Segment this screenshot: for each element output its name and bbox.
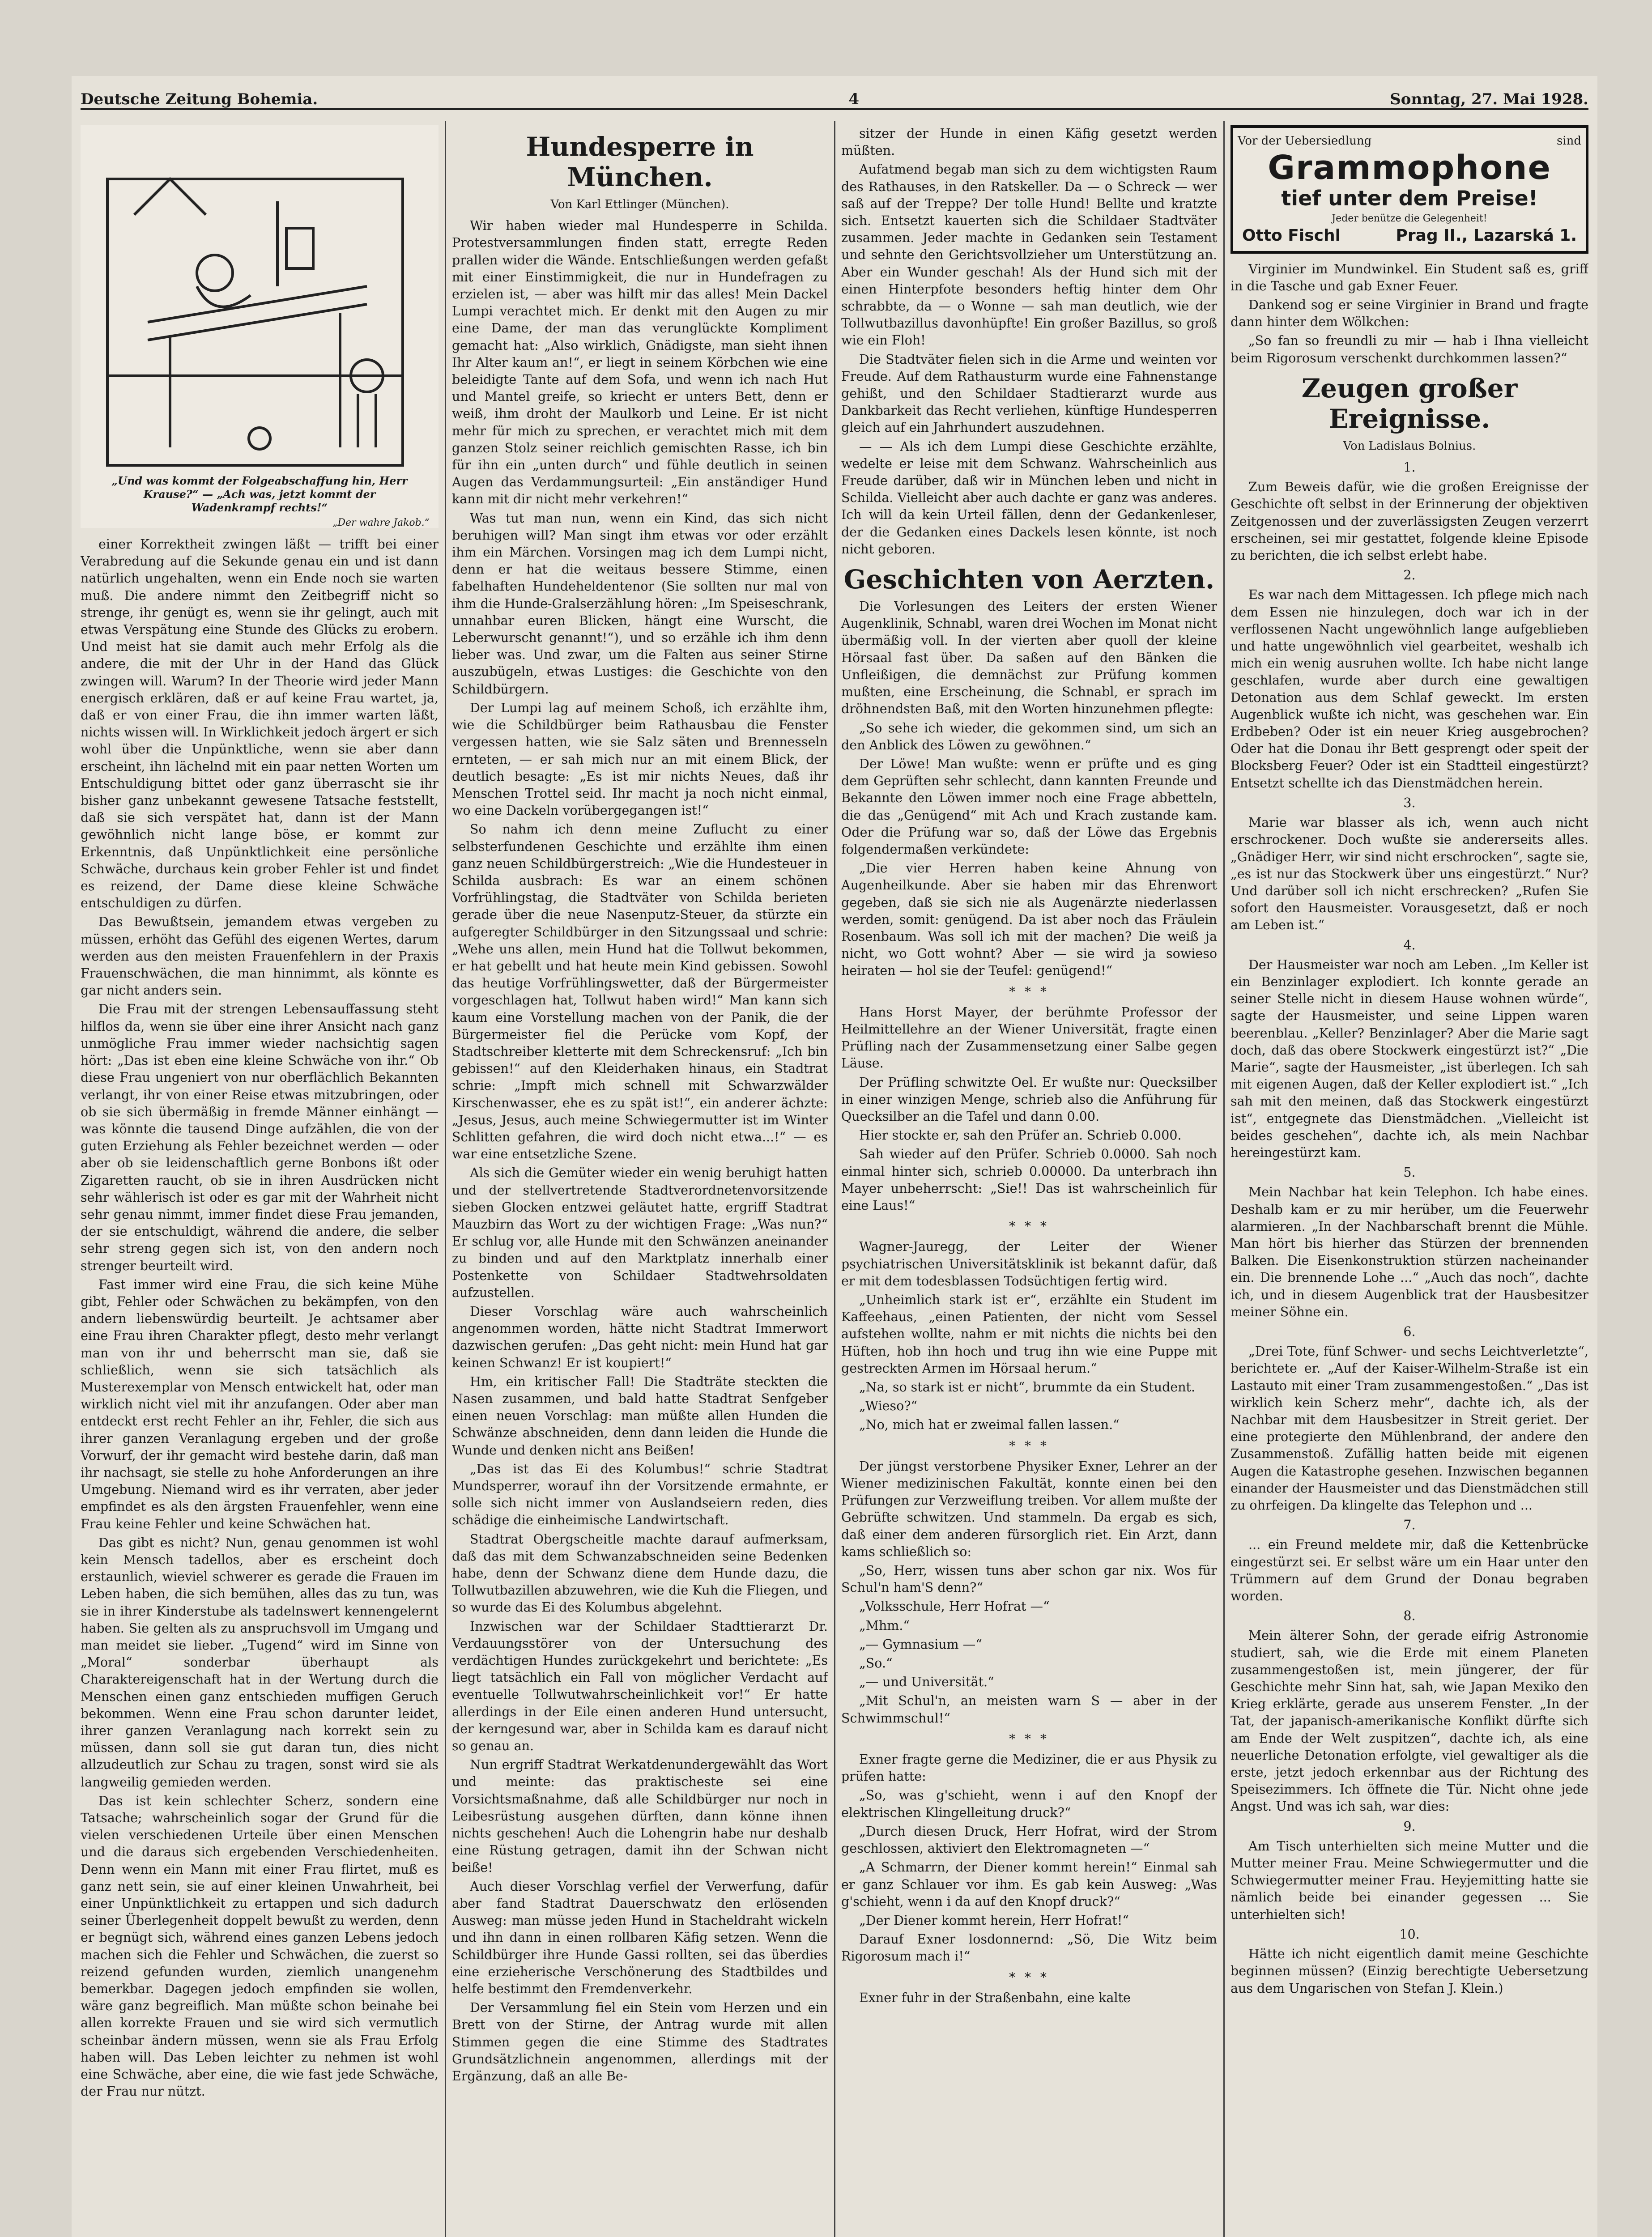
article-byline: Von Karl Ettlinger (München).	[550, 198, 729, 211]
article-title: Zeugen großer Ereignisse.	[1301, 373, 1518, 434]
paragraph: „Durch diesen Druck, Herr Hofrat, wird der Strom geschlossen, aktiviert den Elektromagneten —“	[841, 1824, 1217, 1856]
section-number: 2.	[1403, 568, 1416, 583]
section-number: 4.	[1403, 937, 1416, 953]
paragraph: Der Versammlung fiel ein Stein vom Herzen und ein Brett von der Stirne, der Antrag wurde mit allen Stimmen gegen die eine Stimme des Stadtrates Grundsätzlichnein angenommen, allerdings mit der Ergänzung, daß an alle Be-	[452, 2000, 828, 2084]
paragraph: Wir haben wieder mal Hundesperre in Schilda. Protestversammlungen finden statt, erregte Reden prallen wider die Wände. Entschließungen werden gefaßt mit einer Einstimmigkeit, die nur in Hundefragen zu erzielen ist, — aber was hilft mir das alles! Mein Dackel Lumpi verachtet mich. Er denkt mit den Augen zu mir eine Dame, der man das verunglückte Kompliment gemacht hat: „Also wirklich, Gnädigste, man sieht ihnen Ihr Alter kaum an!“, er liegt in seinem Körbchen wie eine beleidigte Tante auf dem Sofa, und wenn ich nach Hut und Mantel greife, so kriecht er unters Bett, denn er weiß, ihm droht der Maulkorb und Leine. Er ist nicht mehr für mich zu sprechen, er verachtet mich mit dem ganzen Stolz seiner reichlich gemischten Rasse, ich bin für ihn ein „unten durch“ und fühle deutlich in seinen Augen das Verdammungsurteil: „Ein anständiger Hund kann mit dir nicht mehr verkehren!“	[452, 218, 828, 507]
page-header	[81, 81, 1588, 110]
paragraph: Das ist kein schlechter Scherz, sondern eine Tatsache; wahrscheinlich sogar der Grund für die vielen verschiedenen Urteile über einen Menschen und die daraus sich ergebenden Verschiedenheiten. Denn wenn ein Mann mit einer Frau flirtet, muß es ganz nett sein, sie auf einer kleinen Unwahrheit, bei einer Unpünktlichkeit zu ertappen und sich dadurch seiner Überlegenheit doppelt bewußt zu werden, denn er begnügt sich, während eines ganzen Lebens jedoch machen sich die Fehler und Schwächen, die zuerst so reizend gefunden wurden, ziemlich unangenehm bemerkbar. Dagegen jedoch empfinden sie wollen, wäre ganz begreiflich. Man müßte schon beinahe bei allen korrekte Frauen und sie wird sich vermutlich scheinbar ändern müssen, wenn sie als Frau Erfolg haben will. Das Leben leichter zu nehmen ist wohl eine Schwäche, aber eine, die wie fast jede Schwäche, der Frau nur nützt.	[81, 1793, 439, 2099]
paragraph: So nahm ich denn meine Zuflucht zu einer selbsterfundenen Geschichte und erzählte ihm einen ganz neuen Schildbürgerstreich: „Wie die Hundesteuer in Schilda ausbrach: Es war an einem schönen Vorfrühlingstag, die Stadtväter von Schilda berieten gerade über die neue Nasenputz-Steuer, da stürzte ein aufgeregter Schildbürger in den Sitzungssaal und schrie: „Wehe uns allen, mein Hund hat die Tollwut bekommen, er hat gebellt und hat heute mein Kind gebissen. Sowohl das heutige Vorfrühlingswetter, daß der Bürgermeister vorgeschlagen hat, Tollwut haben wird!“ Man kann sich kaum eine Vorstellung machen von der Panik, die der Bürgermeister fiel die Perücke vom Kopf, der Stadtschreiber kletterte mit dem Schreckensruf: „Ich bin gebissen!“ auf den Kleiderhaken hinaus, ein Stadtrat schrie: „Impft mich schnell mit Schwarzwälder Kirschenwasser, ehe es zu spät ist!“, ein anderer ächzte: „Jesus, Jesus, auch meine Schwiegermutter ist im Winter Schlitten gefahren, die wird doch nicht etwa...!“ — es war eine entsetzliche Szene.	[452, 822, 828, 1162]
cartoon-caption: „Und was kommt der Folgeabschaffung hin, Herr Krause?“ — „Ach was, jetzt kommt der Wadenkrampf rechts!“	[111, 474, 408, 514]
paragraph: „So.“	[859, 1656, 893, 1671]
cartoon	[81, 125, 439, 528]
separator: * * *	[1009, 1969, 1049, 1985]
paragraph: Mein Nachbar hat kein Telephon. Ich habe eines. Deshalb kam er zu mir herüber, um die Feuerwehr alarmieren. „In der Nachbarschaft brennt die Mühle. Man hört bis hierher das Stürzen der brennenden Balken. Die Eisenkonstruktion stürzen nacheinander ein. Die brennende Lohe ...“ „Auch das noch“, dachte ich, und in diesem Augenblick trat der Hausbesitzer meiner Söhne ein.	[1230, 1185, 1588, 1319]
paragraph: „Wieso?“	[859, 1399, 918, 1414]
paragraph: Die Stadtväter fielen sich in die Arme und weinten vor Freude. Auf dem Rathausturm wurde eine Fahnenstange gehißt, und den Schildaer Stadtierarzt wurde aus Dankbarkeit das Recht verliehen, künftige Hundesperren gleich auf ein Jahrhundert auszudehnen.	[841, 352, 1217, 435]
column-1	[81, 125, 439, 2237]
section-number: 7.	[1403, 1518, 1416, 1533]
ad-top-left: Vor der Uebersiedlung	[1238, 134, 1372, 148]
paragraph: Virginier im Mundwinkel. Ein Student saß es, griff in die Tasche und gab Exner Feuer.	[1230, 261, 1588, 293]
paragraph: Exner fragte gerne die Mediziner, die er aus Physik zu prüfen hatte:	[841, 1752, 1217, 1784]
paragraph: Dankend sog er seine Virginier in Brand und fragte dann hinter dem Wölkchen:	[1230, 298, 1588, 330]
paragraph: Die Frau mit der strengen Lebensauffassung steht hilflos da, wenn sie über eine ihrer Ansicht nach ganz unmögliche Frau immer wieder nachsichtig sagen hört: „Das ist eben eine kleine Schwäche von ihr.“ Ob diese Frau ungeniert von nur oberflächlich Bekannten verlangt, ihr von einer Reise etwas mitzubringen, oder ob sie sich übermäßig in fremde Männer einhängt — was könnte die tausend Dinge aufzählen, die von der guten Erziehung als Fehler bezeichnet werden — oder aber ob sie leidenschaftlich gerne Bonbons ißt oder Zigaretten raucht, ob sie in ihren Ausdrücken nicht sehr wählerisch ist oder es gar mit der Wahrheit nicht sehr genau nimmt, immer findet diese Frau jemanden, der sie entschuldigt, während die andere, die selber sehr streng gegen sich ist, von den andern noch strenger beurteilt wird.	[81, 1002, 439, 1273]
paragraph: Der Lumpi lag auf meinem Schoß, ich erzählte ihm, wie die Schildbürger beim Rathausbau die Fenster vergessen hatten, wie sie Salz säten und Brennesseln ernteten, — er sah mich nur an mit einem Blick, der deutlich besagte: „Es ist mir nichts Neues, daß ihr Menschen Trottel seid. Ihr macht ja noch nicht einmal, wo eine Dackeln vorübergegangen ist!“	[452, 700, 828, 818]
paragraph: sitzer der Hunde in einen Käfig gesetzt werden müßten.	[841, 126, 1217, 158]
paragraph: „Volksschule, Herr Hofrat —“	[859, 1599, 1050, 1614]
paragraph: „Der Diener kommt herein, Herr Hofrat!“	[859, 1913, 1129, 1928]
section-number: 8.	[1403, 1608, 1416, 1624]
paragraph: „So, Herr, wissen tuns aber schon gar nix. Wos für Schul'n ham'S denn?“	[841, 1563, 1217, 1595]
paragraph: ... ein Freund meldete mir, daß die Kettenbrücke eingestürzt sei. Er selbst wäre um ein Haar unter den Trümmern auf dem Grund der Donau begraben worden.	[1230, 1537, 1588, 1604]
paragraph: Wagner-Jauregg, der Leiter der Wiener psychiatrischen Universitätsklinik ist bekannt dafür, daß er mit dem todesblassen Todsüchtigen fertig wird.	[841, 1239, 1217, 1289]
column-rule	[834, 121, 835, 2237]
separator: * * *	[1009, 1731, 1049, 1746]
paragraph: „Na, so stark ist er nicht“, brummte da ein Student.	[859, 1380, 1196, 1395]
ad-company: Otto Fischl	[1242, 226, 1341, 245]
paragraph: — — Als ich dem Lumpi diese Geschichte erzählte, wedelte er leise mit dem Schwanz. Wahrscheinlich aus Freude darüber, daß wir in München leben und nicht in Schilda. Vielleicht aber auch dachte er ganz was anderes. Ich will da kein Urteil fällen, denn der Gedankenleser, der die Gedanken eines Dackels lesen könnte, ist noch nicht geboren.	[841, 439, 1217, 557]
paragraph: Das gibt es nicht? Nun, genau genommen ist wohl kein Mensch tadellos, aber es erscheint doch erstaunlich, wieviel schwerer es gerade die Frauen im Leben haben, die sich bemühen, alles das zu tun, was sie in ihrer Kinderstube als tadelnswert kennengelernt haben. Sie gelten als zu anspruchsvoll im Umgang und man meidet sie lieber. „Tugend“ wird im Sinne von „Moral“ sonderbar überhaupt als Charaktereigenschaft hat in der Wertung durch die Menschen einen ganz entschieden muffigen Geruch bekommen. Wenn eine Frau schon darunter leidet, ihrer ganzen Veranlagung nach korrekt sein zu müssen, dann soll sie gut daran tun, dies nicht allzudeutlich zur Schau zu tragen, sonst wird sie als langweilig gemieden werden.	[81, 1535, 439, 1790]
paragraph: Aufatmend begab man sich zu dem wichtigsten Raum des Rathauses, in den Ratskeller. Da — o Schreck — wer saß auf der Treppe? Der tolle Hund! Bellte und kratzte sich. Entsetzt kauerten sich die Schildaer Stadtväter zusammen. Jeder machte in Gedanken sein Testament und sehnte den Gerichtsvollzieher um Unterstützung an. Aber ein Wunder geschah! Als der Hund sich mit der einen Hinterpfote besonders heftig hinter dem Ohr schrabbte, da — o Wonne — sah man deutlich, wie der Tollwutbazillus davonhüpfte! Ein großer Bazillus, so groß wie ein Floh!	[841, 162, 1217, 348]
page-number: 4	[848, 90, 860, 108]
column-3	[841, 125, 1217, 2237]
column-rule	[445, 121, 446, 2237]
paragraph: Inzwischen war der Schildaer Stadttierarzt Dr. Verdauungsstörer von der Untersuchung des verdächtigen Hundes zurückgekehrt und berichtete: „Es liegt tatsächlich ein Fall von möglicher Verdacht auf eventuelle Tollwutwahrscheinlichkeit vor!“ Er hatte allerdings in der Eile einen anderen Hund untersucht, der kerngesund war, aber in Schilda kam es darauf nicht so genau an.	[452, 1619, 828, 1754]
newspaper-page	[72, 76, 1597, 2237]
column-rule	[1223, 121, 1225, 2237]
section-number: 5.	[1403, 1165, 1416, 1180]
paragraph: Was tut man nun, wenn ein Kind, das sich nicht beruhigen will? Man singt ihm etwas vor oder erzählt ihm ein Märchen. Vorsingen mag ich dem Lumpi nicht, denn er hat die weitaus bessere Stimme, einen fabelhaften Hundeheldentenor (Sie sollten nur mal von ihm die Hunde-Gralserzählung hören: „Im Speiseschrank, unnahbar euren Blicken, hängt eine Wurscht, die Leberwurscht genannt!“), und so erzähle ich ihm denn lieber was. Und zwar, um die Falten aus seiner Stirne auszubügeln, etwas Lustiges: die Geschichte von den Schildbürgern.	[452, 510, 828, 697]
section-number: 1.	[1403, 460, 1416, 475]
paragraph: Auch dieser Vorschlag verfiel der Verwerfung, dafür aber fand Stadtrat Dauerschwatz den erlösenden Ausweg: man müsse jeden Hund in Stacheldraht wickeln und ihn dann in einen rollbaren Käfig setzen. Wenn die Schildbürger ihre Hunde Gassi rollten, sei das überdies eine erzieherische Verschönerung des Stadtbildes und helfe bestimmt den Fremdenverkehr.	[452, 1879, 828, 1996]
issue-date: Sonntag, 27. Mai 1928.	[1390, 90, 1588, 108]
column-4	[1230, 125, 1588, 2237]
paragraph: Hätte ich nicht eigentlich damit meine Geschichte beginnen müssen? (Einzig berechtigte Uebersetzung aus dem Ungarischen von Stefan J. Klein.)	[1230, 1947, 1588, 1996]
paragraph: Marie war blasser als ich, wenn auch nicht erschrockener. Doch wußte sie andererseits alles. „Gnädiger Herr, wir sind nicht erschrocken“, sagte sie, „es ist nur das Stockwerk über uns eingestürzt.“ Nur? Und darüber soll ich nicht erschrecken? „Rufen Sie sofort den Hausmeister. Vorausgesetzt, daß er noch am Leben ist.“	[1230, 815, 1588, 933]
paragraph: Der Löwe! Man wußte: wenn er prüfte und es ging dem Geprüften sehr schlecht, dann kannten Freunde und Bekannte den Löwen immer noch eine Frage abbetteln, die das „Genügend“ mit Ach und Krach zustande kam. Oder die Prüfung war so, daß der Löwe das Ergebnis folgendermaßen verkündete:	[841, 756, 1217, 857]
cartoon-drawing	[81, 125, 439, 474]
newspaper-title: Deutsche Zeitung Bohemia.	[81, 90, 318, 108]
paragraph: „Das ist das Ei des Kolumbus!“ schrie Stadtrat Mundsperrer, worauf ihn der Vorsitzende ermahnte, er solle sich nicht immer von Auslandseiern reden, dies schädige die einheimische Landwirtschaft.	[452, 1461, 828, 1528]
paragraph: „— und Universität.“	[859, 1675, 994, 1690]
article-title: Hundesperre in München.	[526, 132, 754, 192]
paragraph: „So sehe ich wieder, die gekommen sind, um sich an den Anblick des Löwen zu gewöhnen.“	[841, 720, 1217, 753]
paragraph: Hier stockte er, sah den Prüfer an. Schrieb 0.000.	[859, 1128, 1182, 1143]
separator: * * *	[1009, 1438, 1049, 1453]
paragraph: Dieser Vorschlag wäre auch wahrscheinlich angenommen worden, hätte nicht Stadtrat Immerwort dazwischen gerufen: „Das geht nicht: mein Hund hat gar keinen Schwanz! Er ist koupiert!“	[452, 1304, 828, 1370]
ad-tagline: Jeder benütze die Gelegenheit!	[1332, 213, 1487, 225]
ad-address: Prag II., Lazarská 1.	[1396, 226, 1577, 245]
section-number: 9.	[1403, 1819, 1416, 1834]
section-number: 6.	[1403, 1324, 1416, 1339]
paragraph: Der Prüfling schwitzte Oel. Er wußte nur: Quecksilber in einer winzigen Menge, schrieb also die Anführung für Quecksilber an die Tafel und dann 0.00.	[841, 1075, 1217, 1124]
separator: * * *	[1009, 984, 1049, 999]
paragraph: Der Hausmeister war noch am Leben. „Im Keller ist ein Benzinlager explodiert. Ich konnte gerade an seiner Stelle nicht in diesem Hause wohnen würde“, sagte der Hausmeister, und seine Lippen waren beerenblau. „Keller? Benzinlager? Aber die Marie sagt doch, daß das obere Stockwerk eingestürzt ist?“ „Die Marie“, sagte der Hausmeister, „ist überlegen. Ich sah mit eigenen Augen, daß der Keller explodiert ist.“ „Ich sah mit den meinen, daß das Stockwerk eingestürzt ist“, entgegnete das Dienstmädchen. „Vielleicht ist beides geschehen“, dachte ich, als mein Nachbar hereingestürzt kam.	[1230, 957, 1588, 1160]
column-2	[452, 125, 828, 2237]
paragraph: „— Gymnasium —“	[859, 1637, 982, 1652]
paragraph: Die Vorlesungen des Leiters der ersten Wiener Augenklinik, Schnabl, waren drei Wochen im Monat nicht übermäßig voll. In der vierten aber quoll der kleine Hörsaal fast über. Da saßen auf den Bänken die Unfleißigen, die demnächst zur Prüfung kommen mußten, eine Erscheinung, die Schnabl, er sprach im dröhnendsten Baß, mit den Worten hinzunehmen pflegte:	[841, 599, 1217, 717]
paragraph: „Drei Tote, fünf Schwer- und sechs Leichtverletzte“, berichtete er. „Auf der Kaiser-Wilhelm-Straße ist ein Lastauto mit einer Tram zusammengestoßen.“ „Das ist wirklich kein Scherz mehr“, dachte ich, als der Nachbar mit dem Hausbesitzer in Streit geriet. Der eine protegierte den Mühlenbrand, der andere den Zusammenstoß. Zufällig hatten beide mit eigenen Augen die Katastrophe gesehen. Inzwischen begannen einander der Hausmeister und das Dienstmädchen still zu ohrfeigen. Da klingelte das Telephon und ...	[1230, 1344, 1588, 1513]
paragraph: Fast immer wird eine Frau, die sich keine Mühe gibt, Fehler oder Schwächen zu bekämpfen, von den andern liebenswürdig beurteilt. Je achtsamer aber eine Frau ihren Charakter pflegt, desto mehr verlangt man von ihr und beherrscht man sie, daß sie schließlich, wenn sie sich tatsächlich als Musterexemplar von Mensch entwickelt hat, oder man wirklich nicht viel mit ihr anzufangen. Oder aber man entdeckt erst recht Fehler an ihr, Fehler, die sich aus ihrer ganzen Veranlagung ergeben und der große Vorwurf, der ihr gemacht wird bestehe darin, daß man ihr nachsagt, sie stelle zu hohe Anforderungen an ihre Umgebung. Niemand wird es ihr verraten, aber jeder empfindet es als den ärgsten Frauenfehler, wenn eine Frau keine Fehler und keine Schwächen hat.	[81, 1277, 439, 1531]
paragraph: Hans Horst Mayer, der berühmte Professor der Heilmittellehre an der Wiener Universität, fragte einen Prüfling nach der Zusammensetzung einer Salbe gegen Läuse.	[841, 1004, 1217, 1071]
paragraph: Hm, ein kritischer Fall! Die Stadträte steckten die Nasen zusammen, und bald hatte Stadtrat Senfgeber einen neuen Vorschlag: man müßte allen Hunden die Schwänze abschneiden, denn dann leiden die Hunde die Wunde und denken nicht ans Beißen!	[452, 1374, 828, 1458]
paragraph: einer Korrektheit zwingen läßt — trifft bei einer Verabredung auf die Sekunde genau ein und ist dann natürlich ungehalten, wenn ein Ende noch sie warten muß. Die andere nimmt den Zeitbegriff nicht so strenge, ihr genügt es, wenn sie ihr gelingt, auch mit etwas Verspätung eine Stunde des Glücks zu erobern. Und meist hat sie damit auch mehr Erfolg als die andere, die mit der Uhr in der Hand das Glück zwingen will. Warum? In der Theorie wird jeder Mann energisch erklären, daß er auf keine Frau wartet, ja, daß er von einer Frau, die ihn immer warten läßt, nichts wissen will. In Wirklichkeit jedoch ärgert er sich wohl über die Unpünktliche, wenn sie aber dann erscheint, ihn lächelnd mit ein paar netten Worten um Entschuldigung bittet oder ganz überrascht sie ihr bisher ganz unbekannt gewesene Tatsache feststellt, daß sie sich verspätet hat, dann ist der Mann gewöhnlich nicht lange böse, er kommt zur Erkenntnis, daß Unpünktlichkeit eine persönliche Schwäche, durchaus kein grober Fehler ist und findet es reizend, der Dame diese kleine Schwäche entschuldigen zu dürfen.	[81, 537, 439, 911]
ad-headline: Grammophone	[1268, 149, 1551, 187]
paragraph: „So, was g'schieht, wenn i auf den Knopf der elektrischen Klingelleitung druck?“	[841, 1788, 1217, 1820]
paragraph: „Mit Schul'n, an meisten warn S — aber in der Schwimmschul!“	[841, 1693, 1217, 1726]
paragraph: Es war nach dem Mittagessen. Ich pflege mich nach dem Essen nie hinzulegen, doch war ich in der verflossenen Nacht ungewöhnlich lange aufgeblieben und hatte ungewöhnlich viel gearbeitet, weshalb ich mich ein wenig ausruhen wollte. Ich habe nicht lange geschlafen, wurde aber durch eine gewaltigen Detonation aus dem Schlaf geweckt. Im ersten Augenblick wußte ich nicht, was geschehen war. Ein Erdbeben? Oder ist ein neuer Krieg ausgebrochen? Oder hat die Donau ihr Bett gesprengt oder speit der Blocksberg Feuer? Oder ist ein Stadtteil eingestürzt? Entsetzt schellte ich das Dienstmädchen herein.	[1230, 587, 1588, 791]
paragraph: „A Schmarrn, der Diener kommt herein!“ Einmal sah er ganz Schlauer vor ihm. Es gab kein Ausweg: „Was g'schieht, wenn i da auf den Knopf druck?“	[841, 1860, 1217, 1909]
paragraph: Der jüngst verstorbene Physiker Exner, Lehrer an der Wiener medizinischen Fakultät, konnte einen bei den Prüfungen zur Verzweiflung treiben. Vor allem mußte der Gebrüfte schwitzen. Und stammeln. Da ergab es sich, daß einer dem anderen fürsorglich riet. Ein Arzt, dann kams schließlich so:	[841, 1459, 1217, 1559]
paragraph: Stadtrat Obergscheitle machte darauf aufmerksam, daß das mit dem Schwanzabschneiden seine Bedenken habe, denn der Schwanz diene dem Hunde dazu, die Tollwutbazillen abzuwehren, wie die Kuh die Fliegen, und so wurde das Ei des Kolumbus abgelehnt.	[452, 1531, 828, 1615]
paragraph: Exner fuhr in der Straßenbahn, eine kalte	[859, 1990, 1131, 2005]
paragraph: „No, mich hat er zweimal fallen lassen.“	[859, 1417, 1120, 1433]
paragraph: Als sich die Gemüter wieder ein wenig beruhigt hatten und der stellvertretende Stadtverordnetenvorsitzende sieben Glocken entzwei geläutet hatte, ergriff Stadtrat Mauzbirn das Wort zu der wichtigen Frage: „Was nun?“ Er schlug vor, alle Hunde mit den Schwänzen aneinander zu binden und auf den Marktplatz innerhalb einer Postenkette von Schildaer Stadtwehrsoldaten aufzustellen.	[452, 1165, 828, 1300]
article-byline: Von Ladislaus Bolnius.	[1343, 439, 1476, 453]
paragraph: Darauf Exner losdonnernd: „Sö, Die Witz beim Rigorosum mach i!“	[841, 1932, 1217, 1964]
advertisement	[1230, 125, 1588, 254]
paragraph: Das Bewußtsein, jemandem etwas vergeben zu müssen, erhöht das Gefühl des eigenen Wertes, darum werden aus den meisten Frauenfehlern in der Praxis Frauenschwächen, die man hinnimmt, als könnte es gar nicht anders sein.	[81, 914, 439, 998]
paragraph: Nun ergriff Stadtrat Werkatdenundergewählt das Wort und meinte: das praktischeste sei eine Vorsichtsmaßnahme, daß alle Schildbürger nur noch in Leibesrüstung ausgehen dürften, dann könne ihnen nichts geschehen! Auch die Lohengrin habe nur deshalb eine Rüstung getragen, damit ihn der Schwan nicht beiße!	[452, 1757, 828, 1875]
paragraph: „So fan so freundli zu mir — hab i Ihna vielleicht beim Rigorosum verschenkt durchkommen lassen?“	[1230, 333, 1588, 366]
paragraph: „Mhm.“	[859, 1618, 910, 1633]
separator: * * *	[1009, 1219, 1049, 1234]
ad-subheadline: tief unter dem Preise!	[1281, 186, 1538, 211]
paragraph: Am Tisch unterhielten sich meine Mutter und die Mutter meiner Frau. Meine Schwiegermutter und die Schwiegermutter meiner Frau. Heyjemitting hatte sie nämlich beide bei einander gegessen ... Sie unterhielten sich!	[1230, 1838, 1588, 1922]
cartoon-credit: „Der wahre Jakob.“	[332, 517, 430, 528]
paragraph: „Die vier Herren haben keine Ahnung von Augenheilkunde. Aber sie haben mir das Ehrenwort gegeben, daß sie sich nie als Augenärzte niederlassen werden, somit: genügend. Da ist aber noch das Fräulein Rosenbaum. Was soll ich mit der machen? Die weiß ja nicht, wo Gott wohnt? Aber — sie wird ja sowieso heiraten — hol sie der Teufel: genügend!“	[841, 861, 1217, 978]
paragraph: Zum Beweis dafür, wie die großen Ereignisse der Geschichte oft selbst in der Erinnerung der objektiven Zeitgenossen und der zuverlässigsten Zeugen verzerrt erscheinen, sei mir gestattet, folgende kleine Episode zu berichten, die ich selbst erlebt habe.	[1230, 480, 1588, 563]
paragraph: Mein älterer Sohn, der gerade eifrig Astronomie studiert, sah, wie die Erde mit einem Planeten zusammengestoßen ist, mein jüngerer, der für Geschichte mehr Sinn hat, sah, wie Japan Mexiko den Krieg erklärte, gerade aus unserem Fenster. „In der Tat, der japanisch-amerikanische Konflikt dürfte sich am Ende der Welt zuspitzen“, dachte ich, als eine neuerliche Detonation erfolgte, viel gewaltiger als die erste, jetzt jedoch erkennbar aus der Richtung des Speisezimmers. Ich öffnete die Tür. Nicht ohne jede Angst. Und was ich sah, war dies:	[1230, 1628, 1588, 1814]
ad-top-right: sind	[1556, 134, 1581, 148]
article-title: Geschichten von Aerzten.	[843, 564, 1215, 595]
section-number: 10.	[1399, 1927, 1420, 1942]
section-number: 3.	[1403, 795, 1416, 810]
paragraph: „Unheimlich stark ist er“, erzählte ein Student im Kaffeehaus, „einen Patienten, der nicht vom Sessel aufstehen wollte, nahm er mit nichts die nichts bei den Hüften, hob ihn hoch und trug ihn wie eine Puppe mit gestreckten Armen im Hörsaal herum.“	[841, 1293, 1217, 1376]
paragraph: Sah wieder auf den Prüfer. Schrieb 0.0000. Sah noch einmal hinter sich, schrieb 0.00000. Da unterbrach ihn Mayer unbeherrscht: „Sie!! Das ist wahrscheinlich für eine Laus!“	[841, 1147, 1217, 1213]
